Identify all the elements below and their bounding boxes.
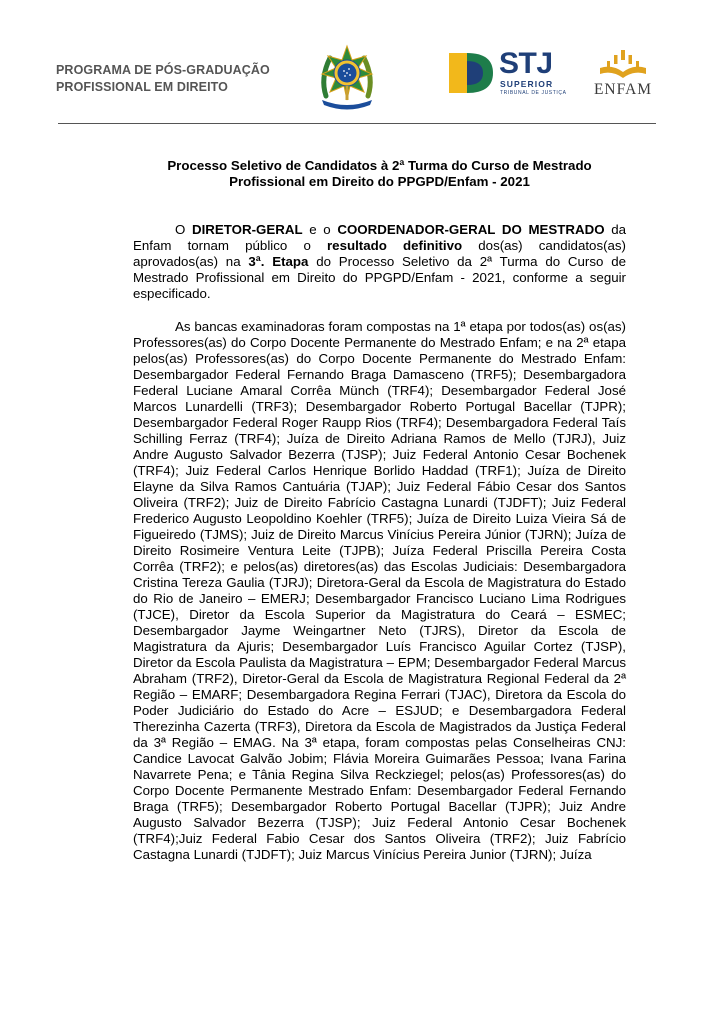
p1-bold-director: DIRETOR-GERAL (192, 222, 303, 237)
enfam-book-icon (592, 48, 654, 82)
program-name-line2: PROFISSIONAL EM DIREITO (56, 80, 228, 94)
p2-text: As bancas examinadoras foram compostas na 1ª etapa por todos(as) os(as) Professores(as) do Corpo Docente Permanente do Mestrado Enfam; e na 2ª etapa pelos(as) Professores(as) do Corpo Docente Permanente do Mestrado Enfam: Desembargador Federal Fernando Braga Damasceno (TRF5); Desembargadora Federal Luciane Amaral Corrêa Münch (TRF4); Desembargador Federal José Marcos Lunardelli (TRF3); Desembargador Roberto Portugal Bacellar (TJPR); Desembargador Federal Roger Raupp Rios (TRF4); Desembargadora Federal Taís Schilling Ferraz (TRF4); Juíza de Direito Adriana Ramos de Mello (TJRJ), Juiz Andre Augusto Salvador Bezerra (TJSP); Juiz Federal Antonio Cesar Bochenek (TRF4); Juiz Federal Carlos Henrique Borlido Haddad (TRF1); Juíza de Direito Elayne da Silva Ramos Cantuária (TJAP); Juiz Federal Fábio Cesar dos Santos Oliveira (TRF2); Juiz de Direito Fabrício Castagna Lunardi (TJDFT); Juiz Federal Frederico Augusto Leopoldino Koehler (TRF5); Juíza de Direito Luiza Vieira Sá de Figueiredo (TJMS); Juiz de Direito Marcus Vinícius Pereira Júnior (TJRN); Juíza de Direito Rosimeire Ventura Leite (TJPB); Juíza Federal Priscilla Pereira Costa Corrêa (TRF2); e pelos(as) diretores(as) das Escolas Judiciais: Desembargadora Cristina Tereza Gaulia (TJRJ); Diretora-Geral da Escola de Magistratura do Estado do Rio de Janeiro – EMERJ; Desembargador Francisco Luciano Lima Rodrigues (TJCE), Diretor da Escola Superior da Magistratura do Ceará – ESMEC; Desembargador Jayme Weingartner Neto (TJRS), Diretor da Escola de Magistratura da Ajuris; Desembargador Luís Francisco Aguilar Cortez (TJSP), Diretor da Escola Paulista da Magistratura – EPM; Desembargador Federal Marcus Abraham (TRF2), Diretor-Geral da Escola de Magistratura Regional Federal da 2ª Região – EMARF; Desembargadora Regina Ferrari (TJAC), Diretora da Escola do Poder Judiciário do Estado do Acre – ESJUD; e Desembargadora Federal Therezinha Cazerta (TRF3), Diretora da Escola de Magistrados da Justiça Federal da 3ª Região – EMAG. Na 3ª etapa, foram compostas pelas Conselheiras CNJ: Candice Lavocat Galvão Jobim; Flávia Moreira Guimarães Pessoa; Ivana Farina Navarrete Pena; e Tânia Regina Silva Reckziegel; pelos(as) Professores(as) do Corpo Docente Permanente Mestrado Enfam: Desembargador Federal Fernando Braga (TRF5); Desembargador Roberto Portugal Bacellar (TJPR); Juiz Andre Augusto Salvador Bezerra (TJSP); Juiz Federal Antonio Cesar Bochenek (TRF4);Juiz Federal Fabio Cesar dos Santos Oliveira (TRF2); Juiz Fabrício Castagna Lunardi (TJDFT); Juiz Marcus Vinícius Pereira Junior (TJRN); Juíza (133, 319, 626, 862)
p1-text-2: e o (302, 222, 338, 237)
p1-text-5: do Processo Seletivo da 2ª Turma do Curso de Mestrado Profissional em Direito do PPGPD/Enfam - 2021, conforme a seguir especificado. (133, 254, 626, 301)
program-name (56, 62, 270, 96)
document-title (133, 158, 626, 190)
p1-bold-coordinator: COORDENADOR-GERAL DO MESTRADO (337, 222, 605, 237)
stj-logo (449, 47, 567, 101)
stj-logo-sub2: TRIBUNAL DE JUSTIÇA (500, 90, 567, 96)
enfam-logo-name: ENFAM (593, 81, 653, 98)
p1-bold-result: resultado definitivo (327, 238, 463, 253)
page-header (0, 0, 724, 124)
brazil-coat-of-arms-icon (316, 44, 378, 110)
p1-bold-stage: 3ª. Etapa (248, 254, 309, 269)
stj-logo-sub1: SUPERIOR (500, 79, 554, 89)
enfam-logo (592, 48, 654, 102)
document-title-line2: Profissional em Direito do PPGPD/Enfam - 2021 (229, 174, 530, 189)
p1-text-1: O (175, 222, 192, 237)
program-name-line1: PROGRAMA DE PÓS-GRADUAÇÃO (56, 63, 270, 77)
paragraph-announcement (133, 222, 626, 302)
p1-text-4: dos(as) candidatos(as) aprovados(as) na (133, 238, 626, 269)
stj-logo-name: STJ (499, 47, 553, 80)
paragraph-examining-boards (133, 319, 626, 863)
document-body (133, 158, 626, 863)
p1-text-3: da Enfam tornam público o (133, 222, 626, 253)
stj-emblem-icon (449, 49, 493, 97)
document-title-line1: Processo Seletivo de Candidatos à 2ª Turma do Curso de Mestrado (167, 158, 592, 173)
header-divider (58, 123, 656, 124)
